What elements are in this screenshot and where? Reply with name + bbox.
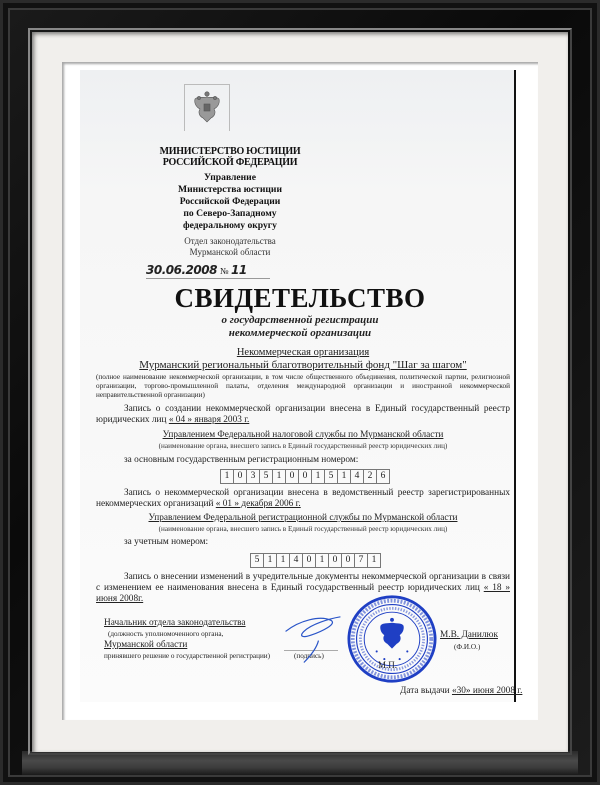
certificate-subtitle xyxy=(140,314,460,340)
digit-box: 1 xyxy=(312,469,325,484)
signatory-name-caption: (Ф.И.О.) xyxy=(454,643,481,651)
digit-box: 0 xyxy=(303,553,316,568)
changes-entry-text: Запись о внесении изменений в учредительные документы некоммерческой организации в связи с изменением ее наименования внесена в Единый государственный реестр юридических лиц xyxy=(96,572,510,593)
changes-entry-date: « 18 » июня 2008г. xyxy=(96,583,510,604)
division-line: Мурманской области xyxy=(189,247,271,257)
signatory-position-caption1: (должность уполномоченного органа, xyxy=(108,630,224,638)
dept-line: Российской Федерации xyxy=(179,196,281,207)
handwritten-number: 11 xyxy=(231,263,247,277)
certificate-title: СВИДЕТЕЛЬСТВО xyxy=(174,283,426,313)
signatory-name: М.В. Данилюк xyxy=(440,630,498,640)
digit-box: 1 xyxy=(316,553,329,568)
issue-date-line xyxy=(400,686,522,697)
digit-box: 6 xyxy=(377,469,390,484)
stamp-mark: М.П. xyxy=(378,660,398,670)
digit-box: 3 xyxy=(247,469,260,484)
handwritten-signature xyxy=(276,604,350,668)
registry-entry-text: Запись о некоммерческой организации внесена в ведомственный реестр зарегистрированных некоммерческих организаций xyxy=(96,488,510,509)
digit-box: 5 xyxy=(260,469,273,484)
digit-box: 7 xyxy=(355,553,368,568)
double-headed-eagle-icon xyxy=(190,90,224,126)
org-name: Мурманский региональный благотворительный фонд "Шаг за шагом" xyxy=(139,359,467,371)
digit-box: 4 xyxy=(290,553,303,568)
egrul-entry-date: « 04 » января 2003 г. xyxy=(168,415,250,425)
account-number-label: за учетным номером: xyxy=(124,537,209,547)
digit-box: 1 xyxy=(264,553,277,568)
ministry-header xyxy=(130,146,330,168)
digit-box: 1 xyxy=(338,469,351,484)
ministry-line-2: РОССИЙСКОЙ ФЕДЕРАЦИИ xyxy=(162,157,298,168)
digit-box: 5 xyxy=(250,553,264,568)
tax-authority: Управлением Федеральной налоговой службы по Мурманской области xyxy=(162,430,444,440)
signature-caption: (подпись) xyxy=(294,652,324,660)
registry-entry-date: « 01 » декабря 2006 г. xyxy=(215,499,301,509)
handwritten-date-number xyxy=(146,262,270,279)
digit-box: 4 xyxy=(351,469,364,484)
egrul-entry-text: Запись о создании некоммерческой организации внесена в Единый государственный реестр юридических лиц xyxy=(96,404,510,425)
digit-box: 1 xyxy=(277,553,290,568)
digit-box: 0 xyxy=(342,553,355,568)
ogrn-number-boxes xyxy=(220,469,390,484)
digit-box: 0 xyxy=(234,469,247,484)
digit-box: 0 xyxy=(299,469,312,484)
digit-box: 0 xyxy=(286,469,299,484)
handwritten-date: 30.06.2008 xyxy=(146,263,217,277)
dept-line: Министерства юстиции xyxy=(178,184,282,195)
ogrn-label: за основным государственным регистрационным номером: xyxy=(124,455,359,465)
dept-line: по Северо-Западному xyxy=(183,208,277,219)
coat-of-arms-emblem xyxy=(184,84,230,131)
tax-authority-caption: (наименование органа, внесшего запись в Единый государственный реестр юридических лиц) xyxy=(158,442,448,450)
signatory-position-caption2: принявшего решение о государственной регистрации) xyxy=(104,652,271,660)
registration-authority: Управлением Федеральной регистрационной службы по Мурманской области xyxy=(148,513,458,523)
number-sign: № xyxy=(219,266,229,276)
org-type: Некоммерческая организация xyxy=(236,347,370,358)
org-name-caption: (полное наименование некоммерческой организации, в том числе общественного объединения, политической партии, религиозной организации, торгово-промышленной палаты, отделения международной организации и иностранной некоммерческой неправительственной организации) xyxy=(96,373,510,399)
dept-line: федеральному округу xyxy=(183,220,277,231)
signatory-position-line2: Мурманской области xyxy=(104,640,188,650)
registration-authority-caption: (наименование органа, внесшего запись в Единый государственный реестр юридических лиц) xyxy=(158,525,448,533)
department-header xyxy=(150,172,310,232)
subtitle-line: о государственной регистрации xyxy=(221,314,379,326)
signatory-position-line1: Начальник отдела законодательства xyxy=(104,618,246,628)
division-header xyxy=(150,236,310,258)
digit-box: 1 xyxy=(273,469,286,484)
digit-box: 5 xyxy=(325,469,338,484)
digit-box: 2 xyxy=(364,469,377,484)
dept-line: Управление xyxy=(204,172,256,183)
division-line: Отдел законодательства xyxy=(184,236,276,246)
issue-date-label: Дата выдачи xyxy=(400,686,450,696)
registry-entry xyxy=(96,488,510,510)
digit-box: 1 xyxy=(220,469,234,484)
digit-box: 1 xyxy=(368,553,381,568)
account-number-boxes xyxy=(250,553,381,568)
egrul-entry xyxy=(96,404,510,426)
changes-entry xyxy=(96,572,510,605)
issue-date-value: «30» июня 2008 г. xyxy=(451,686,523,696)
digit-box: 0 xyxy=(329,553,342,568)
ministry-line-1: МИНИСТЕРСТВО ЮСТИЦИИ xyxy=(159,146,301,157)
subtitle-line: некоммерческой организации xyxy=(228,327,372,339)
